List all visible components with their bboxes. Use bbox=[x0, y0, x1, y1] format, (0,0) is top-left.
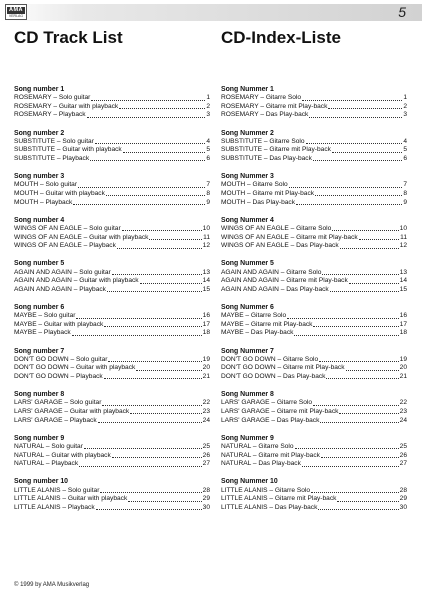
song-heading: Song Nummer 5 bbox=[221, 260, 274, 268]
song-group bbox=[14, 260, 210, 304]
track-number: 29 bbox=[202, 495, 210, 503]
dot-leader bbox=[128, 495, 201, 501]
track-number: 28 bbox=[399, 486, 407, 494]
track-entry bbox=[14, 460, 210, 469]
track-number: 1 bbox=[403, 94, 407, 102]
track-number: 17 bbox=[202, 320, 210, 328]
track-title: LARS' GARAGE – Gitarre Solo bbox=[221, 399, 313, 407]
dot-leader bbox=[346, 364, 399, 370]
dot-leader bbox=[90, 155, 205, 161]
dot-leader bbox=[104, 321, 201, 327]
track-number: 14 bbox=[399, 277, 407, 285]
track-entry bbox=[221, 242, 407, 251]
track-entry bbox=[14, 312, 210, 321]
track-number: 24 bbox=[202, 416, 210, 424]
track-entry bbox=[221, 155, 407, 164]
track-entry bbox=[14, 399, 210, 408]
song-group bbox=[14, 391, 210, 435]
dot-leader bbox=[311, 487, 399, 493]
track-entry bbox=[14, 364, 210, 373]
song-group bbox=[221, 435, 407, 479]
track-title: DON'T GO DOWN – Gitarre mit Play-back bbox=[221, 364, 345, 372]
track-number: 8 bbox=[206, 189, 210, 197]
page-number: 5 bbox=[398, 4, 406, 20]
track-entry bbox=[221, 94, 407, 103]
song-group bbox=[14, 478, 210, 522]
dot-leader bbox=[100, 487, 201, 493]
song-group bbox=[221, 86, 407, 130]
track-entry bbox=[221, 286, 407, 295]
track-number: 11 bbox=[400, 233, 407, 241]
track-title: AGAIN AND AGAIN – Gitarre mit Play-back bbox=[221, 277, 348, 285]
song-group bbox=[14, 173, 210, 217]
song-heading: Song Nummer 9 bbox=[221, 434, 274, 442]
dot-leader bbox=[289, 181, 403, 187]
song-heading: Song number 1 bbox=[14, 86, 65, 93]
track-title: NATURAL – Gitarre Solo bbox=[221, 442, 294, 450]
track-title: ROSEMARY – Das Play-back bbox=[221, 111, 309, 119]
dot-leader bbox=[112, 452, 202, 458]
dot-leader bbox=[72, 329, 202, 335]
track-title: DON'T GO DOWN – Das Play-back bbox=[221, 372, 326, 380]
track-title: ROSEMARY – Guitar with playback bbox=[14, 102, 119, 110]
track-entry bbox=[221, 103, 407, 112]
track-title: MOUTH – Solo guitar bbox=[14, 181, 78, 189]
dot-leader bbox=[117, 242, 202, 248]
track-number: 29 bbox=[399, 495, 407, 503]
song-heading: Song number 9 bbox=[14, 434, 65, 442]
track-title: WINGS OF AN EAGLE – Gitarre Solo bbox=[221, 224, 332, 232]
dot-leader bbox=[332, 146, 402, 152]
song-group bbox=[14, 130, 210, 174]
track-title: NATURAL – Solo guitar bbox=[14, 442, 83, 450]
track-list-title: CD Track List bbox=[14, 28, 123, 47]
index-list-title: CD-Index-Liste bbox=[221, 28, 341, 47]
track-title: NATURAL – Das Play-back bbox=[221, 460, 301, 468]
dot-leader bbox=[330, 286, 399, 292]
track-title: ROSEMARY – Gitarre Solo bbox=[221, 94, 302, 102]
track-title: LARS' GARAGE – Gitarre mit Play-back bbox=[221, 407, 339, 415]
dot-leader bbox=[313, 399, 399, 405]
track-title: LITTLE ALANIS – Gitarre mit Play-back bbox=[221, 495, 337, 503]
track-entry bbox=[14, 155, 210, 164]
track-title: SUBSTITUTE – Gitarre Solo bbox=[221, 137, 305, 145]
dot-leader bbox=[79, 460, 202, 466]
track-number: 16 bbox=[202, 312, 210, 320]
track-title: MAYBE – Solo guitar bbox=[14, 312, 76, 320]
track-title: DON'T GO DOWN – Gitarre Solo bbox=[221, 355, 319, 363]
track-title: LITTLE ALANIS – Guitar with playback bbox=[14, 495, 128, 503]
track-title: LITTLE ALANIS – Playback bbox=[14, 503, 95, 511]
track-number: 4 bbox=[206, 137, 210, 145]
track-number: 5 bbox=[403, 146, 407, 154]
dot-leader bbox=[313, 321, 398, 327]
dot-leader bbox=[302, 94, 402, 100]
track-title: SUBSTITUTE – Das Play-back bbox=[221, 154, 312, 162]
song-heading: Song Nummer 10 bbox=[221, 478, 278, 486]
dot-leader bbox=[87, 111, 206, 117]
dot-leader bbox=[322, 269, 398, 275]
track-entry bbox=[14, 417, 210, 426]
song-group bbox=[14, 217, 210, 261]
track-number: 22 bbox=[399, 399, 407, 407]
song-heading: Song number 6 bbox=[14, 303, 65, 311]
track-title: LARS' GARAGE – Guitar with playback bbox=[14, 407, 130, 415]
song-heading: Song Nummer 8 bbox=[221, 391, 274, 399]
song-heading: Song number 4 bbox=[14, 216, 65, 224]
song-heading: Song Nummer 2 bbox=[221, 129, 274, 137]
song-heading: Song number 10 bbox=[14, 478, 68, 486]
track-title: ROSEMARY – Solo guitar bbox=[14, 94, 91, 102]
song-group bbox=[221, 173, 407, 217]
track-entry bbox=[14, 190, 210, 199]
dot-leader bbox=[319, 356, 399, 362]
track-entry bbox=[14, 181, 210, 190]
dot-leader bbox=[287, 312, 399, 318]
track-number: 3 bbox=[206, 111, 210, 119]
dot-leader bbox=[332, 225, 398, 231]
track-number: 12 bbox=[399, 242, 407, 250]
track-entry bbox=[14, 452, 210, 461]
song-heading: Song number 8 bbox=[14, 391, 65, 399]
track-title: AGAIN AND AGAIN – Gitarre Solo bbox=[221, 268, 322, 276]
song-group bbox=[221, 348, 407, 392]
track-entry bbox=[221, 364, 407, 373]
logo-text: AMA bbox=[8, 6, 24, 13]
track-number: 30 bbox=[202, 503, 210, 511]
track-title: NATURAL – Guitar with playback bbox=[14, 451, 111, 459]
track-number: 11 bbox=[203, 233, 210, 241]
track-title: SUBSTITUTE – Playback bbox=[14, 154, 90, 162]
track-entry bbox=[14, 504, 210, 513]
song-heading: Song Nummer 4 bbox=[221, 216, 274, 224]
dot-leader bbox=[76, 312, 201, 318]
header-bar bbox=[0, 4, 422, 21]
track-number: 10 bbox=[399, 224, 407, 232]
track-number: 21 bbox=[399, 372, 407, 380]
publisher-logo bbox=[5, 4, 27, 20]
track-title: MOUTH – Das Play-back bbox=[221, 198, 296, 206]
track-title: MOUTH – Guitar with playback bbox=[14, 189, 105, 197]
track-entry bbox=[221, 277, 407, 286]
song-group bbox=[221, 130, 407, 174]
dot-leader bbox=[96, 504, 202, 510]
track-entry bbox=[14, 373, 210, 382]
track-title: WINGS OF AN EAGLE – Guitar with playback bbox=[14, 233, 149, 241]
track-entry bbox=[14, 356, 210, 365]
track-entry bbox=[14, 103, 210, 112]
track-entry bbox=[221, 504, 407, 513]
logo-subtext: VERLAG bbox=[8, 13, 24, 18]
track-number: 13 bbox=[202, 268, 210, 276]
track-title: SUBSTITUTE – Gitarre mit Play-back bbox=[221, 146, 331, 154]
track-title: WINGS OF AN EAGLE – Solo guitar bbox=[14, 224, 121, 232]
track-title: MAYBE – Gitarre mit Play-back bbox=[221, 320, 313, 328]
track-number: 30 bbox=[399, 503, 407, 511]
dot-leader bbox=[108, 356, 201, 362]
dot-leader bbox=[321, 452, 399, 458]
song-group bbox=[221, 217, 407, 261]
track-entry bbox=[14, 234, 210, 243]
track-entry bbox=[14, 242, 210, 251]
track-entry bbox=[221, 373, 407, 382]
dot-leader bbox=[84, 443, 202, 449]
track-entry bbox=[221, 495, 407, 504]
track-number: 7 bbox=[206, 181, 210, 189]
track-entry bbox=[14, 443, 210, 452]
track-number: 28 bbox=[202, 486, 210, 494]
copyright-notice: © 1999 by AMA Musikverlag bbox=[14, 582, 90, 588]
track-title: LITTLE ALANIS – Solo guitar bbox=[14, 486, 100, 494]
track-entry bbox=[14, 225, 210, 234]
song-group bbox=[221, 391, 407, 435]
track-title: SUBSTITUTE – Guitar with playback bbox=[14, 146, 122, 154]
track-title: AGAIN AND AGAIN – Solo guitar bbox=[14, 268, 111, 276]
track-entry bbox=[221, 146, 407, 155]
song-heading: Song number 3 bbox=[14, 173, 65, 181]
dot-leader bbox=[318, 504, 398, 510]
dot-leader bbox=[98, 417, 202, 423]
song-heading: Song number 7 bbox=[14, 347, 65, 355]
dot-leader bbox=[359, 234, 399, 240]
dot-leader bbox=[315, 190, 402, 196]
track-entry bbox=[221, 399, 407, 408]
track-title: AGAIN AND AGAIN – Das Play-back bbox=[221, 285, 329, 293]
track-number: 9 bbox=[403, 198, 407, 206]
dot-leader bbox=[326, 373, 398, 379]
dot-leader bbox=[140, 277, 202, 283]
track-number: 2 bbox=[206, 102, 210, 110]
track-number: 25 bbox=[202, 442, 210, 450]
track-title: LARS' GARAGE – Solo guitar bbox=[14, 399, 102, 407]
track-entry bbox=[14, 329, 210, 338]
song-heading: Song number 2 bbox=[14, 129, 65, 137]
track-entry bbox=[221, 452, 407, 461]
track-title: DON'T GO DOWN – Solo guitar bbox=[14, 355, 108, 363]
track-number: 13 bbox=[399, 268, 407, 276]
track-entry bbox=[221, 417, 407, 426]
track-number: 3 bbox=[403, 111, 407, 119]
track-entry bbox=[221, 181, 407, 190]
dot-leader bbox=[107, 286, 202, 292]
dot-leader bbox=[309, 111, 402, 117]
track-entry bbox=[221, 329, 407, 338]
dot-leader bbox=[102, 399, 201, 405]
track-title: WINGS OF AN EAGLE – Gitarre mit Play-back bbox=[221, 233, 358, 241]
track-number: 25 bbox=[399, 442, 407, 450]
track-entry bbox=[14, 277, 210, 286]
track-number: 10 bbox=[202, 224, 210, 232]
track-title: LARS' GARAGE – Playback bbox=[14, 416, 97, 424]
track-title: DON'T GO DOWN – Guitar with playback bbox=[14, 364, 136, 372]
track-entry bbox=[14, 146, 210, 155]
track-title: WINGS OF AN EAGLE – Playback bbox=[14, 242, 116, 250]
song-group bbox=[14, 86, 210, 130]
track-entry bbox=[14, 408, 210, 417]
track-entry bbox=[14, 487, 210, 496]
dot-leader bbox=[340, 242, 399, 248]
track-entry bbox=[14, 94, 210, 103]
dot-leader bbox=[320, 417, 398, 423]
track-number: 14 bbox=[202, 277, 210, 285]
track-entry bbox=[221, 225, 407, 234]
track-title: NATURAL – Playback bbox=[14, 460, 79, 468]
track-number: 24 bbox=[399, 416, 407, 424]
track-number: 19 bbox=[202, 355, 210, 363]
track-entry bbox=[221, 199, 407, 208]
track-entry bbox=[14, 269, 210, 278]
track-entry bbox=[14, 111, 210, 120]
song-group bbox=[221, 304, 407, 348]
track-title: MAYBE – Gitarre Solo bbox=[221, 312, 287, 320]
track-title: MAYBE – Guitar with playback bbox=[14, 320, 104, 328]
track-entry bbox=[14, 286, 210, 295]
track-number: 12 bbox=[202, 242, 210, 250]
track-number: 6 bbox=[206, 154, 210, 162]
dot-leader bbox=[328, 103, 402, 109]
track-number: 17 bbox=[399, 320, 407, 328]
track-entry bbox=[221, 269, 407, 278]
track-number: 23 bbox=[202, 407, 210, 415]
track-entry bbox=[221, 321, 407, 330]
track-entry bbox=[14, 199, 210, 208]
track-entry bbox=[221, 408, 407, 417]
track-entry bbox=[221, 312, 407, 321]
dot-leader bbox=[122, 225, 202, 231]
track-number: 6 bbox=[403, 154, 407, 162]
track-list-column bbox=[14, 86, 210, 522]
track-number: 15 bbox=[202, 285, 210, 293]
track-title: AGAIN AND AGAIN – Playback bbox=[14, 285, 106, 293]
index-list-column bbox=[221, 86, 407, 522]
dot-leader bbox=[339, 408, 398, 414]
track-number: 27 bbox=[202, 460, 210, 468]
track-number: 22 bbox=[202, 399, 210, 407]
dot-leader bbox=[119, 103, 205, 109]
track-number: 8 bbox=[403, 189, 407, 197]
track-number: 20 bbox=[202, 364, 210, 372]
song-group bbox=[221, 478, 407, 522]
dot-leader bbox=[91, 94, 205, 100]
track-number: 5 bbox=[206, 146, 210, 154]
track-entry bbox=[221, 111, 407, 120]
track-number: 18 bbox=[202, 329, 210, 337]
dot-leader bbox=[296, 199, 402, 205]
track-title: LARS' GARAGE – Das Play-back bbox=[221, 416, 320, 424]
track-entry bbox=[221, 234, 407, 243]
dot-leader bbox=[112, 269, 202, 275]
song-heading: Song Nummer 1 bbox=[221, 86, 274, 93]
dot-leader bbox=[95, 138, 205, 144]
track-entry bbox=[14, 321, 210, 330]
song-heading: Song Nummer 6 bbox=[221, 303, 274, 311]
dot-leader bbox=[136, 364, 201, 370]
track-title: ROSEMARY – Gitarre mit Play-back bbox=[221, 102, 328, 110]
dot-leader bbox=[295, 443, 399, 449]
song-heading: Song Nummer 3 bbox=[221, 173, 274, 181]
track-title: LITTLE ALANIS – Gitarre Solo bbox=[221, 486, 311, 494]
song-group bbox=[14, 435, 210, 479]
dot-leader bbox=[306, 138, 403, 144]
dot-leader bbox=[302, 460, 399, 466]
track-number: 9 bbox=[206, 198, 210, 206]
track-number: 16 bbox=[399, 312, 407, 320]
track-entry bbox=[221, 190, 407, 199]
dot-leader bbox=[123, 146, 206, 152]
dot-leader bbox=[78, 181, 205, 187]
dot-leader bbox=[337, 495, 398, 501]
track-title: MOUTH – Gitarre Solo bbox=[221, 181, 288, 189]
track-entry bbox=[221, 460, 407, 469]
song-heading: Song Nummer 7 bbox=[221, 347, 274, 355]
track-number: 21 bbox=[202, 372, 210, 380]
track-number: 15 bbox=[399, 285, 407, 293]
track-title: MOUTH – Gitarre mit Play-back bbox=[221, 189, 315, 197]
track-number: 7 bbox=[403, 181, 407, 189]
dot-leader bbox=[104, 373, 202, 379]
track-number: 26 bbox=[202, 451, 210, 459]
track-entry bbox=[221, 138, 407, 147]
track-number: 26 bbox=[399, 451, 407, 459]
track-number: 2 bbox=[403, 102, 407, 110]
dot-leader bbox=[73, 199, 205, 205]
track-title: MAYBE – Das Play-back bbox=[221, 329, 294, 337]
track-title: DON'T GO DOWN – Playback bbox=[14, 372, 103, 380]
track-entry bbox=[221, 443, 407, 452]
song-heading: Song number 5 bbox=[14, 260, 65, 268]
track-title: NATURAL – Gitarre mit Play-back bbox=[221, 451, 320, 459]
track-entry bbox=[221, 487, 407, 496]
dot-leader bbox=[294, 329, 398, 335]
track-number: 20 bbox=[399, 364, 407, 372]
dot-leader bbox=[313, 155, 402, 161]
song-group bbox=[14, 348, 210, 392]
track-number: 4 bbox=[403, 137, 407, 145]
dot-leader bbox=[149, 234, 202, 240]
dot-leader bbox=[130, 408, 201, 414]
track-title: SUBSTITUTE – Solo guitar bbox=[14, 137, 94, 145]
dot-leader bbox=[349, 277, 399, 283]
track-entry bbox=[14, 138, 210, 147]
song-group bbox=[14, 304, 210, 348]
track-number: 23 bbox=[399, 407, 407, 415]
track-title: WINGS OF AN EAGLE – Das Play-back bbox=[221, 242, 339, 250]
track-title: ROSEMARY – Playback bbox=[14, 111, 86, 119]
track-title: AGAIN AND AGAIN – Guitar with playback bbox=[14, 277, 139, 285]
track-number: 19 bbox=[399, 355, 407, 363]
track-entry bbox=[221, 356, 407, 365]
track-number: 1 bbox=[206, 94, 210, 102]
dot-leader bbox=[106, 190, 205, 196]
track-title: LITTLE ALANIS – Das Play-back bbox=[221, 503, 318, 511]
track-entry bbox=[14, 495, 210, 504]
track-number: 18 bbox=[399, 329, 407, 337]
track-title: MOUTH – Playback bbox=[14, 198, 73, 206]
song-group bbox=[221, 260, 407, 304]
track-number: 27 bbox=[399, 460, 407, 468]
track-title: MAYBE – Playback bbox=[14, 329, 71, 337]
